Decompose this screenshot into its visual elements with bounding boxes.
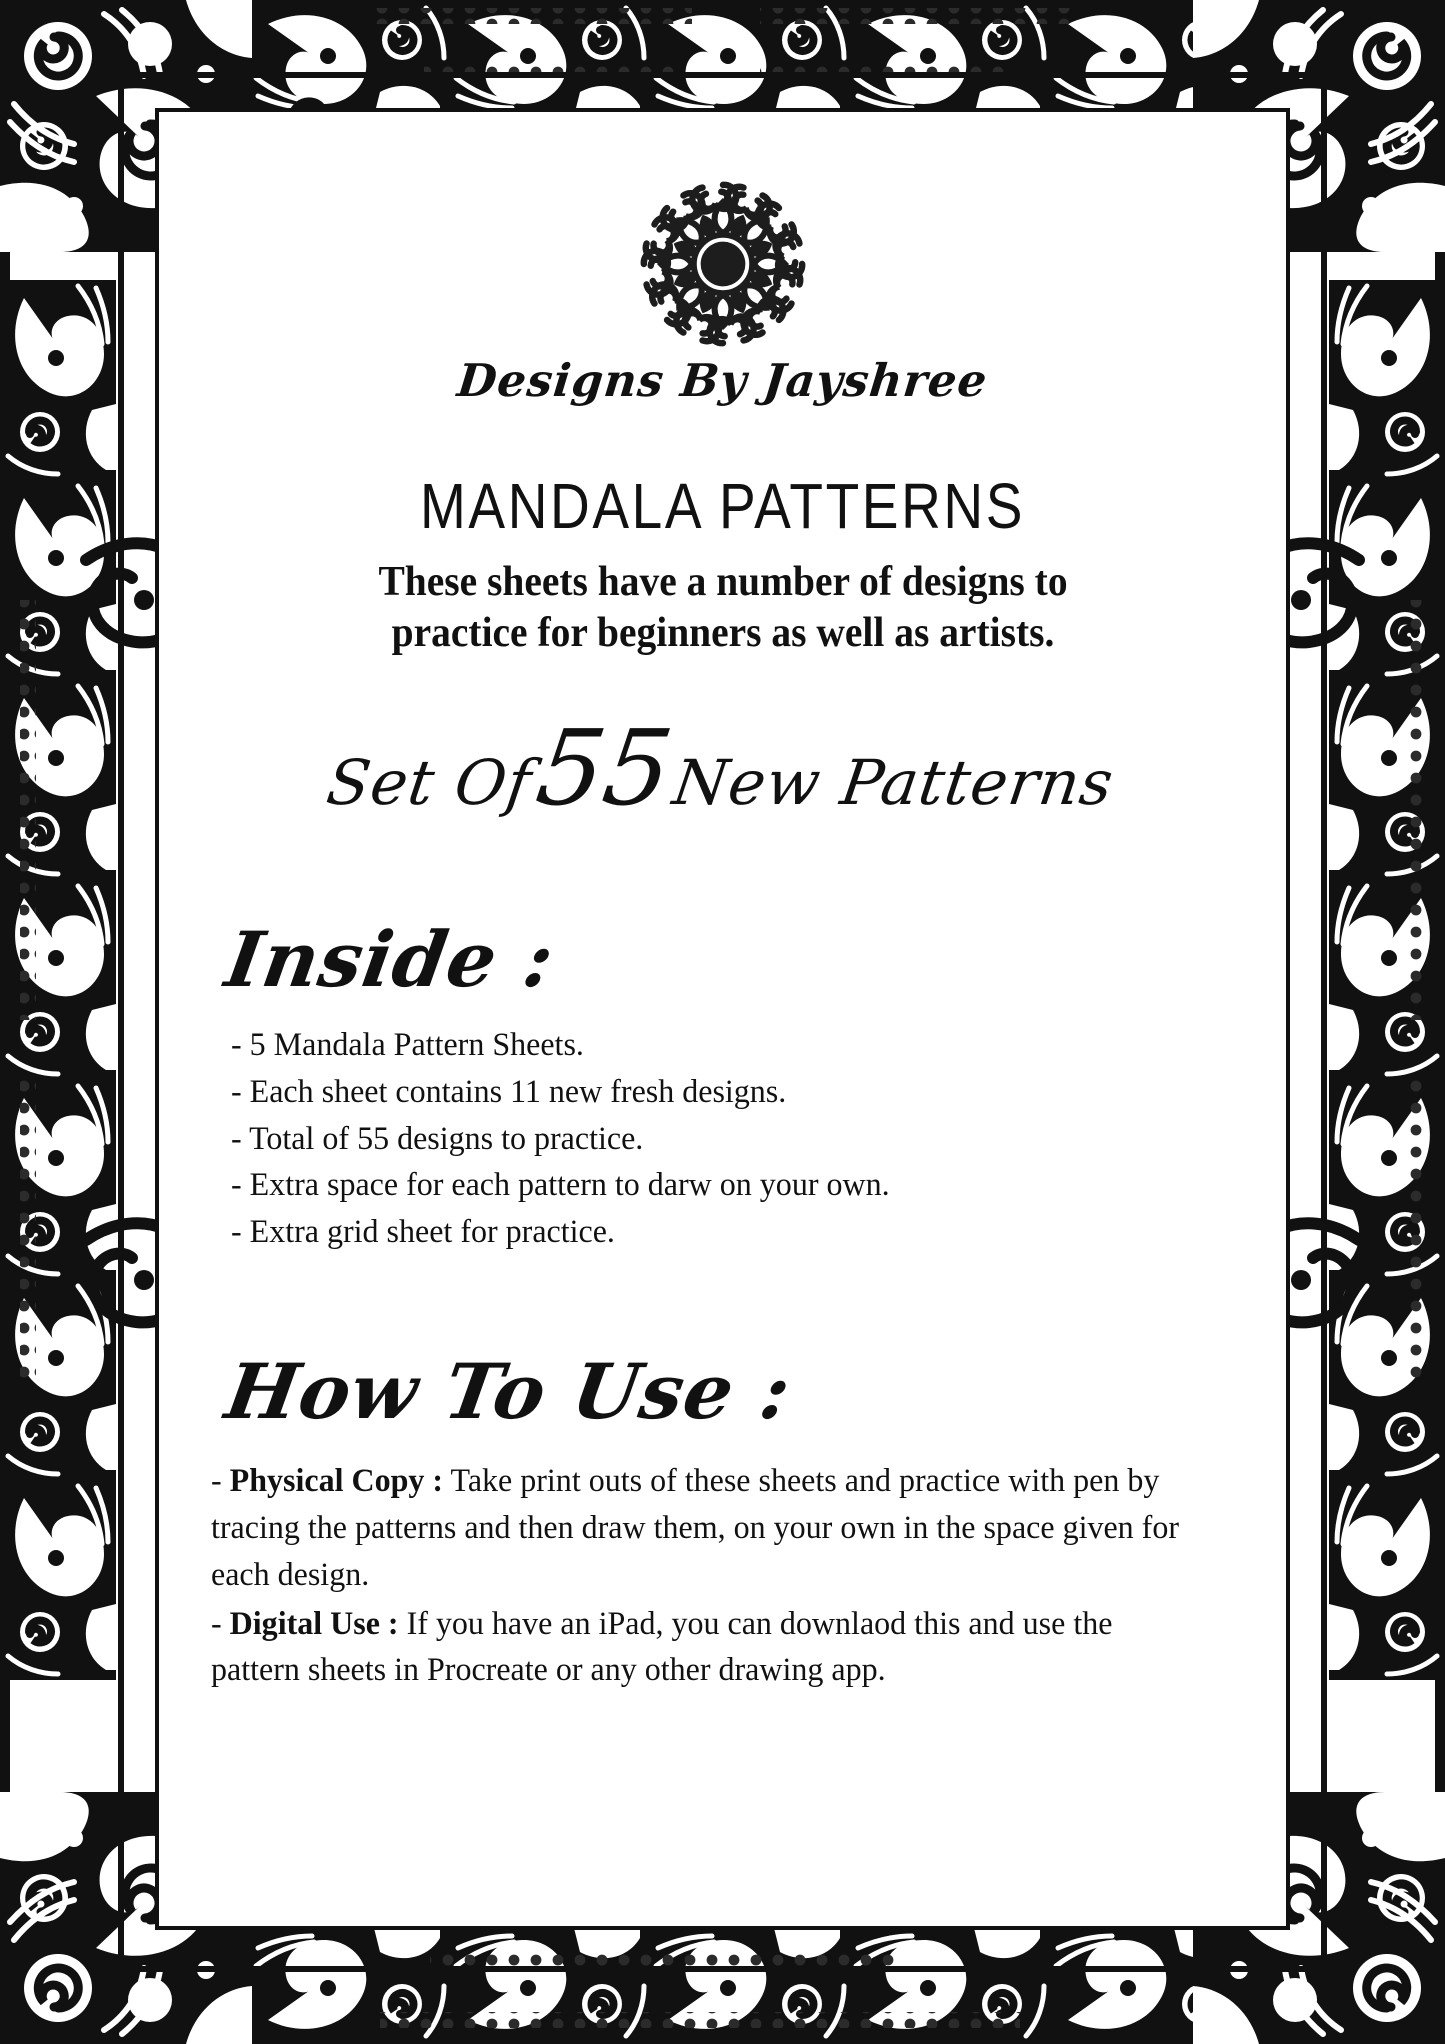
inside-list <box>231 1022 1258 1255</box>
content-card <box>155 108 1290 1930</box>
digital-use-text: If you have an iPad, you can downlaod this and use the pattern sheets in Procreate or any other drawing app. <box>211 1605 1113 1689</box>
set-count: 55 <box>529 707 680 830</box>
physical-copy-text: Take print outs of these sheets and practice with pen by tracing the patterns and then draw them, on your own in the space given for each design. <box>211 1463 1180 1593</box>
physical-copy-paragraph <box>211 1458 1200 1599</box>
set-prefix: Set Of <box>322 746 537 820</box>
how-to-use-body <box>211 1458 1231 1694</box>
page-subtitle <box>300 557 1146 659</box>
digital-use-dash: - <box>211 1605 222 1642</box>
list-item: - Each sheet contains 11 new fresh designs. <box>231 1073 787 1110</box>
set-suffix: New Patterns <box>668 746 1119 820</box>
mandala-flower-icon <box>637 178 809 350</box>
list-item: - 5 Mandala Pattern Sheets. <box>231 1027 584 1064</box>
inside-heading: Inside : <box>219 915 561 1005</box>
list-item: - Total of 55 designs to practice. <box>231 1120 644 1157</box>
list-item: - Extra grid sheet for practice. <box>231 1213 615 1250</box>
page-title: MANDALA PATTERNS <box>419 470 1026 542</box>
set-count-line <box>178 707 1266 829</box>
how-to-use-heading: How To Use : <box>219 1347 798 1437</box>
digital-use-paragraph <box>211 1601 1200 1695</box>
digital-use-label: Digital Use : <box>229 1605 399 1642</box>
physical-copy-dash: - <box>211 1463 222 1500</box>
logo-block <box>187 178 1258 350</box>
subtitle-line-1: These sheets have a number of designs to <box>377 559 1068 605</box>
subtitle-line-2: practice for beginners as well as artists. <box>391 610 1054 657</box>
physical-copy-label: Physical Copy : <box>229 1463 444 1500</box>
brand-name: Designs By Jayshree <box>454 354 991 407</box>
list-item: - Extra space for each pattern to darw on your own. <box>231 1167 890 1204</box>
